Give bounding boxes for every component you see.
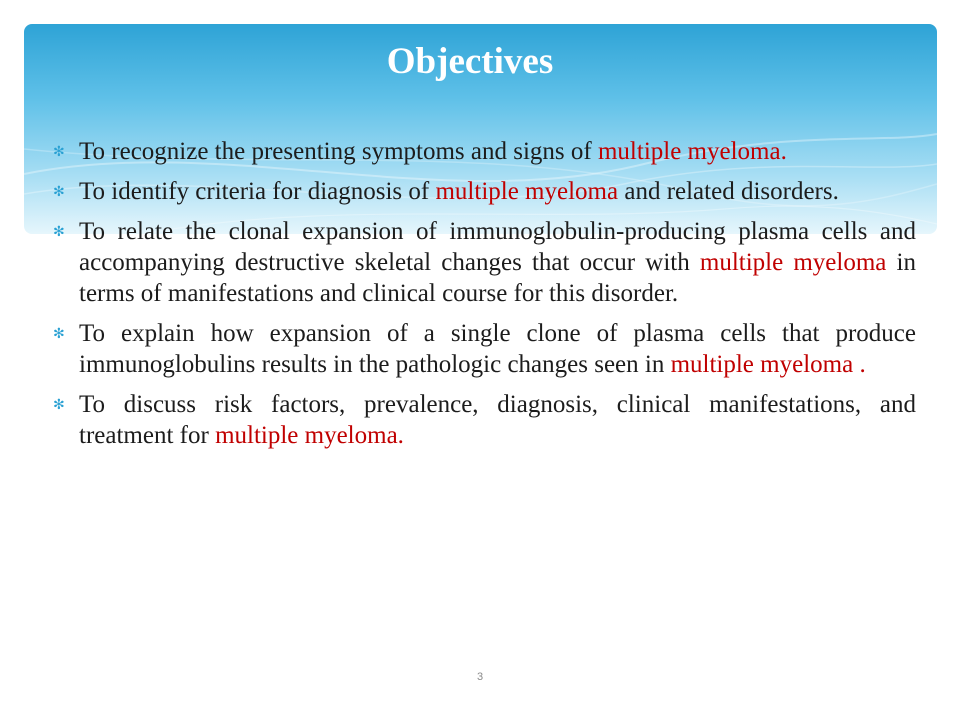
- asterisk-bullet-icon: ✻: [53, 184, 65, 200]
- bullet-text: .: [397, 422, 404, 449]
- highlighted-term: multiple myeloma: [215, 422, 398, 449]
- highlighted-term: multiple myeloma: [435, 178, 619, 205]
- asterisk-bullet-icon: ✻: [53, 144, 65, 160]
- highlighted-term: multiple myeloma: [670, 351, 854, 378]
- list-item: [50, 216, 916, 309]
- bullet-text: To recognize the presenting symptoms and signs of: [79, 138, 598, 165]
- asterisk-bullet-icon: ✻: [53, 326, 65, 342]
- list-item: [50, 176, 916, 207]
- bullet-text: .: [853, 351, 866, 378]
- objectives-list: [50, 136, 916, 460]
- highlighted-term: multiple myeloma: [699, 249, 887, 276]
- list-item: [50, 318, 916, 380]
- list-item: [50, 389, 916, 451]
- bullet-text: To identify criteria for diagnosis of: [79, 178, 436, 205]
- highlighted-term: multiple myeloma: [597, 138, 781, 165]
- bullet-text: and related disorders.: [618, 178, 839, 205]
- bullet-text: .: [780, 138, 787, 165]
- bullet-text: To explain how expansion of a single clone of plasma cells that produce immunoglobulins results in the pathologic changes seen in: [79, 320, 916, 378]
- bullet-text: To relate the clonal expansion of immunoglobulin-producing plasma cells and accompanying destructive skeletal changes that occur with: [79, 218, 916, 276]
- slide-title: Objectives: [386, 41, 554, 82]
- page-number: 3: [476, 671, 484, 683]
- list-item: [50, 136, 916, 167]
- bullet-text: To discuss risk factors, prevalence, diagnosis, clinical manifestations, and treatment for: [79, 391, 916, 449]
- asterisk-bullet-icon: ✻: [53, 224, 65, 240]
- bullet-text: in terms of manifestations and clinical course for this disorder.: [79, 249, 916, 307]
- asterisk-bullet-icon: ✻: [53, 397, 65, 413]
